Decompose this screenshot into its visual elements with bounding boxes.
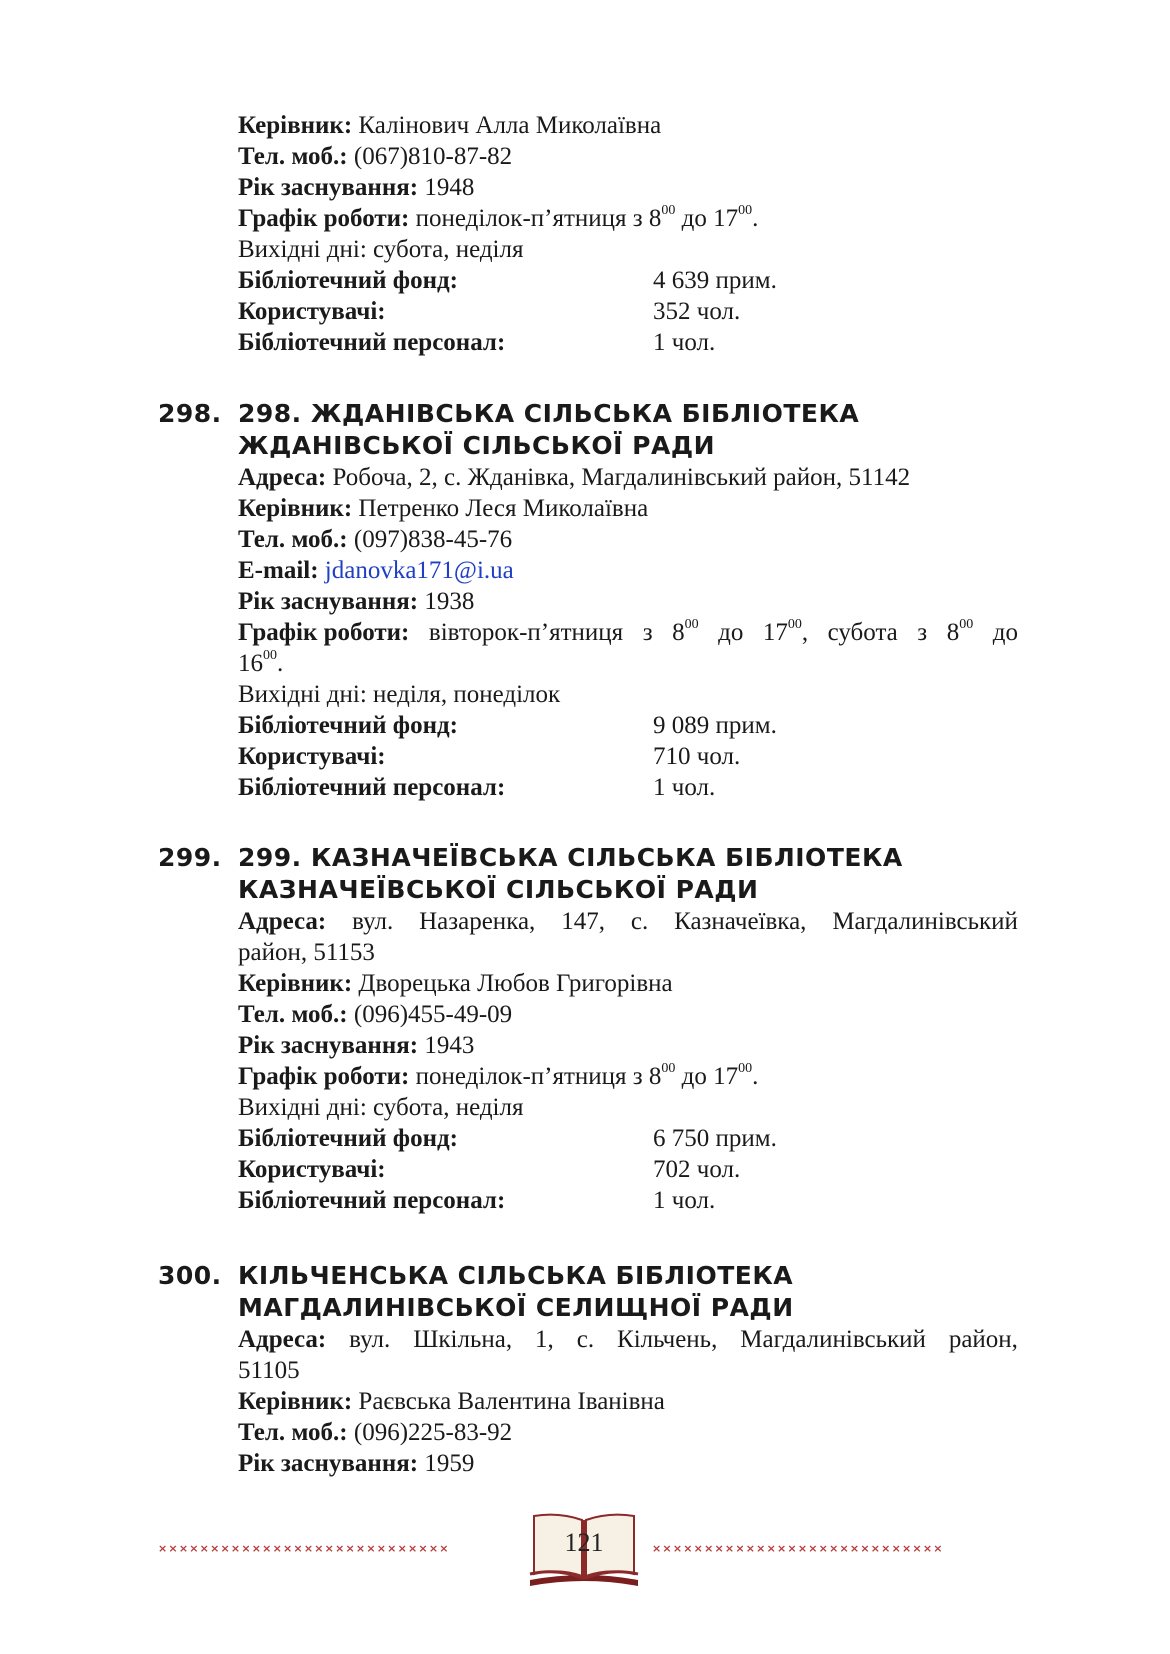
entry-title: 299. КАЗНАЧЕЇВСЬКА СІЛЬСЬКА БІБЛІОТЕКА [238,843,903,872]
entry-title: 298. ЖДАНІВСЬКА СІЛЬСЬКА БІБЛІОТЕКА [238,399,860,428]
schedule-line: Графік роботи: понеділок-п’ятниця з $8^{00}$ до $17^{00}$. [238,1060,759,1090]
fund-line: Бібліотечний фонд: 9 089 прим. [238,712,777,739]
phone-line: Тел. моб.: (097)838-45-76 [238,526,513,553]
email-line: E-mail: jdanovka171@i.ua [238,557,514,584]
entry-title-line2: ЖДАНІВСЬКОЇ СІЛЬСЬКОЇ РАДИ [238,431,716,460]
ornament-left: ×××××××××××××××××××××××××××× [158,1542,450,1555]
schedule-line-2: $16^{00}$. [238,647,284,677]
users-line: Користувачі: 710 чол. [238,743,741,770]
schedule-line: Графік роботи: вівторок-п’ятниця з $8^{00}$ до $17^{00}$, субота з $8^{00}$ до [238,616,1018,646]
entry-title-line2: КАЗНАЧЕЇВСЬКОЇ СІЛЬСЬКОЇ РАДИ [238,875,759,904]
phone-line: Тел. моб.: (096)455-49-09 [238,1001,513,1028]
manager-line: Керівник: Калінович Алла Миколаївна [238,112,662,139]
entry-number: 298. [158,399,222,428]
fund-line: Бібліотечний фонд: 4 639 прим. [238,267,777,294]
users-line: Користувачі: 702 чол. [238,1156,741,1183]
founded-line: Рік заснування: 1959 [238,1450,475,1477]
staff-line: Бібліотечний персонал: 1 чол. [238,1187,716,1214]
phone-line: Тел. моб.: (096)225-83-92 [238,1419,513,1446]
fund-line: Бібліотечний фонд: 6 750 прим. [238,1125,777,1152]
staff-line: Бібліотечний персонал: 1 чол. [238,774,716,801]
entry-title-line2: МАГДАЛИНІВСЬКОЇ СЕЛИЩНОЇ РАДИ [238,1293,794,1322]
address-line-2: 51105 [238,1357,300,1384]
manager-line: Керівник: Дворецька Любов Григорівна [238,970,673,997]
days-off-line: Вихідні дні: субота, неділя [238,1094,524,1121]
address-line: Адреса: Робоча, 2, с. Жданівка, Магдалинівський район, 51142 [238,464,911,491]
founded-line: Рік заснування: 1938 [238,588,475,615]
manager-line: Керівник: Петренко Леся Миколаївна [238,495,649,522]
days-off-line: Вихідні дні: субота, неділя [238,236,524,263]
entry-number: 299. [158,843,222,872]
page-number: 121 [564,1528,604,1557]
days-off-line: Вихідні дні: неділя, понеділок [238,681,561,708]
founded-line: Рік заснування: 1943 [238,1032,475,1059]
manager-line: Керівник: Раєвська Валентина Іванівна [238,1388,665,1415]
founded-line: Рік заснування: 1948 [238,174,475,201]
page-footer [0,1510,1170,1620]
ornament-right: ×××××××××××××××××××××××××××× [652,1542,944,1555]
schedule-line: Графік роботи: понеділок-п’ятниця з $8^{00}$ до $17^{00}$. [238,202,759,232]
address-line: Адреса: вул. Шкільна, 1, с. Кільчень, Магдалинівський район, [238,1326,1018,1353]
address-line-2: район, 51153 [238,939,375,966]
phone-line: Тел. моб.: (067)810-87-82 [238,143,513,170]
entry-title: КІЛЬЧЕНСЬКА СІЛЬСЬКА БІБЛІОТЕКА [238,1261,794,1290]
email-link[interactable]: jdanovka171@i.ua [324,557,514,584]
entry-number: 300. [158,1261,222,1290]
staff-line: Бібліотечний персонал: 1 чол. [238,329,716,356]
address-line: Адреса: вул. Назаренка, 147, с. Казначеївка, Магдалинівський [238,908,1018,935]
users-line: Користувачі: 352 чол. [238,298,741,325]
